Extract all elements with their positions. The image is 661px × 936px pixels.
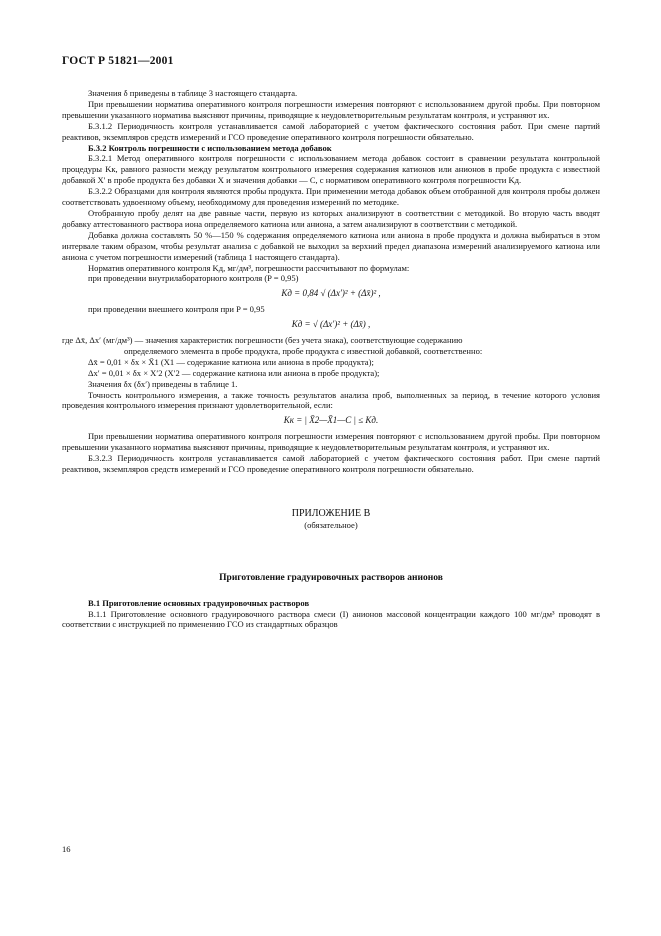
paragraph: Δx′ = 0,01 × δx × X′2 (X′2 — содержание катиона или аниона в пробе продукта); <box>88 367 380 378</box>
paragraph: Норматив оперативного контроля Kд, мг/дм³, погрешности рассчитывают по формулам: <box>88 262 410 273</box>
paragraph: при проведении внутрилабораторного контроля (P = 0,95) <box>88 273 299 284</box>
paragraph: В.1.1 Приготовление основного градуировочного раствора смеси (I) анионов массовой концентрации каждого 100 мг/дм³ проводят в соответствии с инструкцией по применению ГСО из стандартных образцов <box>62 608 600 630</box>
paragraph: определяемого элемента в пробе продукта, пробе продукта с известной добавкой, соответственно: <box>124 345 483 356</box>
paragraph: Δx̄ = 0,01 × δx × X̄1 (X1 — содержание катиона или аниона в пробе продукта); <box>88 356 374 367</box>
paragraph: при проведении внешнего контроля при P = 0,95 <box>88 304 265 315</box>
subsection-heading: В.1 Приготовление основных градуировочных растворов <box>88 597 310 608</box>
appendix-status: (обязательное) <box>304 519 358 530</box>
paragraph: где Δx̄, Δx′ (мг/дм³) — значения характеристик погрешности (без учета знака), соответствующие содержанию <box>62 335 463 346</box>
appendix-title: ПРИЛОЖЕНИЕ В <box>291 507 371 519</box>
formula-internal-control: Kд = 0,84 √ (Δx′)² + (Δx̄)² , <box>281 288 381 299</box>
paragraph: Отобранную пробу делят на две равные части, первую из которых анализируют в соответствии с методикой. Во вторую часть вводят добавку аттестованного раствора иона определяемого катиона или аниона, а затем анализируют в соответствии с методикой. <box>62 207 600 229</box>
paragraph: Б.3.1.2 Периодичность контроля устанавливается самой лабораторией с учетом фактического состояния работ. При смене партий реактивов, экземпляров средств измерений и ГСО проведение оперативного контроля погрешности обязательно. <box>62 120 600 142</box>
paragraph: Добавка должна составлять 50 %—150 % содержания определяемого катиона или аниона в пробе продукта и должна выбираться в этом интервале таким образом, чтобы результат анализа с добавкой не выходил за верхний предел диапазона измерений анализируемого катиона или аниона с учетом погрешности измерений (таблица 1 настоящего стандарта). <box>62 229 600 262</box>
document-header: ГОСТ Р 51821—2001 <box>62 55 174 67</box>
formula-control-result: Kк = | X̄2—X̄1—C | ≤ Kд. <box>283 415 379 426</box>
paragraph: Значения δ приведены в таблице 3 настоящего стандарта. <box>88 88 298 98</box>
paragraph: При превышении норматива оперативного контроля погрешности измерения повторяют с использованием другой пробы. При повторном превышении указанного норматива выясняют причины, приводящие к неудовлетворительным результатам контроля, и устраняют их. <box>62 431 600 453</box>
paragraph: Б.3.2.1 Метод оперативного контроля погрешности с использованием метода добавок состоит в сравнении результата контрольной процедуры Kк, равного разности между результатом контрольного измерения содержания катионов или анионов в пробе продукта с известной добавкой X′ в пробе продукта без добавки X и значения добавки — C, с нормативом оперативного контроля погрешности Kд. <box>62 153 600 186</box>
formula-external-control: Kд = √ (Δx′)² + (Δx̄) , <box>291 319 371 330</box>
section-heading: Б.3.2 Контроль погрешности с использованием метода добавок <box>88 142 332 153</box>
paragraph: Б.3.2.3 Периодичность контроля устанавливается самой лабораторией с учетом фактического состояния работ. При смене партий реактивов, экземпляров средств измерений и ГСО проведение оперативного контроля погрешности обязательно. <box>62 453 600 474</box>
paragraph: Б.3.2.2 Образцами для контроля являются пробы продукта. При применении метода добавок объем отобранной для контроля пробы должен соответствовать удвоенному объему, необходимому для проведения измерений по методике. <box>62 186 600 208</box>
document-body <box>62 88 600 630</box>
paragraph: При превышении норматива оперативного контроля погрешности измерения повторяют с использованием другой пробы. При повторном превышении указанного норматива выясняют причины, приводящие к неудовлетворительным результатам контроля, и устраняют их. <box>62 98 600 120</box>
paragraph: Точность контрольного измерения, а также точность результатов анализа проб, выполненных за период, в течение которого условия проведения контрольного измерения признают удовлетворительной, если: <box>62 389 600 411</box>
paragraph: Значения δx (δx′) приведены в таблице 1. <box>88 378 238 389</box>
page-number: 16 <box>62 844 71 854</box>
appendix-heading: Приготовление градуировочных растворов анионов <box>219 572 443 583</box>
